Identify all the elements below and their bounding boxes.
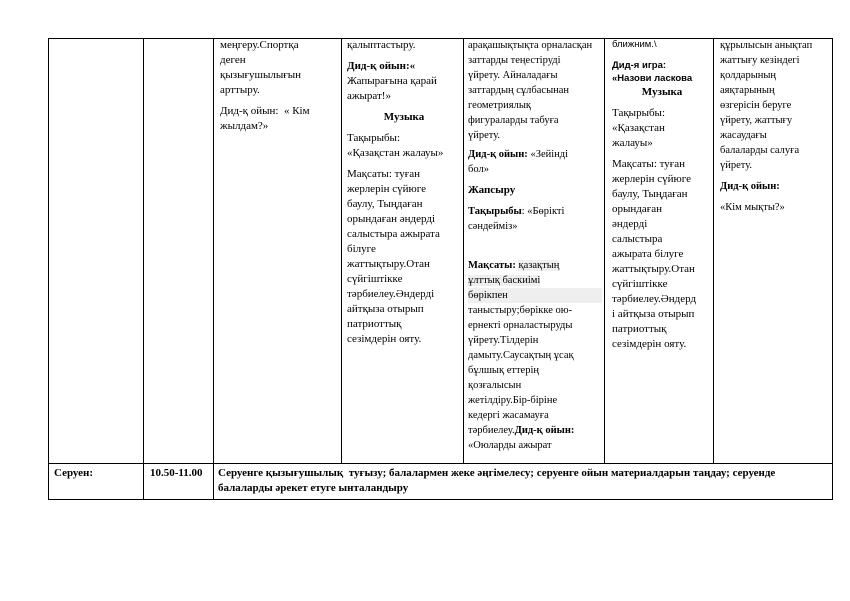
- text-line: аяқтарының: [720, 85, 775, 96]
- game-label: Дид-қ ойын:: [720, 181, 780, 192]
- goal-line: жаттықтыру.Отан: [612, 263, 695, 275]
- text-line: үйрету.: [720, 160, 753, 171]
- cell-col7: [720, 38, 830, 215]
- goal-line: бұлшық еттерің: [468, 365, 539, 376]
- goal-line: әндерді: [612, 218, 648, 230]
- game-name: «Кім мықты?»: [720, 202, 785, 213]
- game-name-cont: бол»: [468, 164, 489, 175]
- goal-line: салыстыра: [612, 233, 663, 245]
- text-line: қалыптастыру.: [347, 39, 416, 51]
- cell-col4: [347, 38, 461, 347]
- text-line: қызығушылығын: [220, 69, 302, 81]
- goal-line: бөрікпен: [468, 288, 602, 303]
- topic-label: Тақырыбы:: [612, 107, 665, 119]
- text-line: жасаудағы: [720, 130, 767, 141]
- goal-line: сүйгіштікке: [612, 278, 668, 290]
- goal-text: ұлттық бас: [468, 275, 518, 286]
- goal-line: ернекті орналастыруды: [468, 320, 573, 331]
- goal-line: сезімдерін ояту.: [612, 338, 687, 350]
- topic-label: Тақырыбы: [468, 206, 522, 217]
- goal-line: салыстыра ажырата: [347, 228, 440, 240]
- craft-title: Жапсыру: [468, 184, 516, 196]
- game-line: [468, 147, 602, 162]
- topic-value: «Қазақстан: [612, 122, 665, 134]
- col-border-6: [713, 38, 714, 464]
- goal-line: патриоттық: [612, 323, 667, 335]
- goal-line: дамыту.Саусақтың ұсақ: [468, 350, 574, 361]
- cell-col5: [468, 38, 602, 453]
- goal-label: Мақсаты:: [468, 260, 516, 271]
- goal-line: Мақсаты: туған: [347, 168, 421, 180]
- col-border-0: [48, 38, 49, 500]
- goal-line: ажырата білуге: [612, 248, 684, 260]
- game2-label: Дид-қ ойын:: [514, 425, 575, 436]
- intro-line: үйрету. Айналадағы: [468, 70, 558, 81]
- cell-col3: [220, 38, 338, 134]
- topic-value: : «Бөрікті: [521, 206, 565, 217]
- music-title: Музыка: [641, 86, 683, 98]
- topic-value: «Қазақстан жалауы»: [347, 147, 444, 159]
- topic-label: Тақырыбы:: [347, 132, 400, 144]
- goal-text: қазақтың: [518, 260, 560, 271]
- game-label: Дид-қ ойын:: [468, 149, 528, 160]
- goal-text: киімі: [517, 275, 541, 286]
- game-label: Дид-я игра:: [612, 60, 667, 71]
- game-label: Дид-қ ойын:: [220, 105, 279, 117]
- game-name-cont: жылдам?»: [220, 120, 269, 132]
- goal-line: айтқыза отырып: [347, 303, 424, 315]
- text-line: өзгерісін беруге: [720, 100, 792, 111]
- goal-line: тәрбиелеу.Әндерді: [347, 288, 435, 300]
- walk-text-line: балаларды әрекет етуге ынталандыру: [218, 482, 409, 494]
- goal-line: баулу, Тыңдаған: [612, 188, 688, 200]
- goal-line: кедергі жасамауға: [468, 410, 549, 421]
- goal-line: сезімдерін ояту.: [347, 333, 422, 345]
- walk-text: [218, 466, 830, 496]
- goal-line: [468, 423, 602, 438]
- text-line: балаларды салуға: [720, 145, 800, 156]
- goal-line: [468, 258, 602, 273]
- topic-value: жалауы»: [612, 137, 653, 149]
- text-line: қолдарының: [720, 70, 777, 81]
- goal-text: тәрбиелеу.: [468, 425, 515, 436]
- game-name: « Кім: [283, 105, 310, 117]
- intro-line: арақашықтықта орналасқан: [468, 40, 593, 51]
- topic-line: [468, 204, 602, 219]
- goal-line: тәрбиелеу.Әндерд: [612, 293, 697, 305]
- table-bottom-border: [48, 499, 832, 500]
- walk-text-line: Серуенге қызығушылық туғызу; балалармен жеке әңгімелесу; серуенге ойын материалдарын таңдау; серуенде: [218, 467, 776, 479]
- text-line: арттыру.: [220, 84, 260, 96]
- text-line: меңгеру.Спортқа: [220, 39, 299, 51]
- goal-line: жерлерін сүйюге: [612, 173, 691, 185]
- goal-line: жерлерін сүйюге: [347, 183, 426, 195]
- goal-line: жаттықтыру.Отан: [347, 258, 430, 270]
- goal-line: үйрету.Тілдерін: [468, 335, 539, 346]
- goal-line: қозғалысын: [468, 380, 522, 391]
- intro-line: заттардың сұлбасынан: [468, 85, 570, 96]
- col-border-4: [463, 38, 464, 464]
- game-text: ажырат!»: [347, 90, 391, 102]
- goal-line: сүйгіштікке: [347, 273, 403, 285]
- goal-line: таныстыру;бөрікке ою-: [468, 305, 573, 316]
- text-line: ближним.\: [612, 39, 657, 50]
- game-line: [220, 104, 338, 119]
- music-title: Музыка: [383, 111, 425, 123]
- goal-line: орындаған: [612, 203, 663, 215]
- col-border-5: [604, 38, 605, 464]
- text-line: үйрету, жаттығу: [720, 115, 793, 126]
- game-name: «Назови ласкова: [612, 73, 693, 84]
- game-label: Дид-қ ойын:«: [347, 60, 416, 72]
- col-border-7: [832, 38, 833, 500]
- game2-name: «Оюларды ажырат: [468, 440, 552, 451]
- intro-line: фигураларды табуға: [468, 115, 559, 126]
- walk-time: 10.50-11.00: [150, 467, 203, 479]
- goal-line: [468, 273, 602, 288]
- walk-row-top-border: [48, 463, 832, 464]
- game-text: Жапырағына қарай: [347, 75, 437, 87]
- col-border-1: [143, 38, 144, 500]
- goal-line: Мақсаты: туған: [612, 158, 686, 170]
- walk-label: Серуен:: [54, 467, 93, 479]
- goal-line: баулу, Тыңдаған: [347, 198, 423, 210]
- goal-line: патриоттық: [347, 318, 402, 330]
- col-border-2: [213, 38, 214, 500]
- topic-value-cont: сәндейміз»: [468, 221, 518, 232]
- goal-line: білуге: [347, 243, 376, 255]
- text-line: деген: [220, 54, 246, 66]
- intro-line: заттарды теңестіруді: [468, 55, 561, 66]
- col-border-3: [341, 38, 342, 464]
- goal-line: і айтқыза отырып: [612, 308, 695, 320]
- goal-line: жетілдіру.Бір-біріне: [468, 395, 558, 406]
- game-name: «Зейінді: [530, 149, 569, 160]
- intro-line: үйрету.: [468, 130, 501, 141]
- text-line: құрылысын анықтап: [720, 40, 813, 51]
- intro-line: геометриялық: [468, 100, 531, 111]
- text-line: жаттығу кезіндегі: [720, 55, 800, 66]
- goal-line: орындаған әндерді: [347, 213, 436, 225]
- cell-col6: [612, 38, 712, 352]
